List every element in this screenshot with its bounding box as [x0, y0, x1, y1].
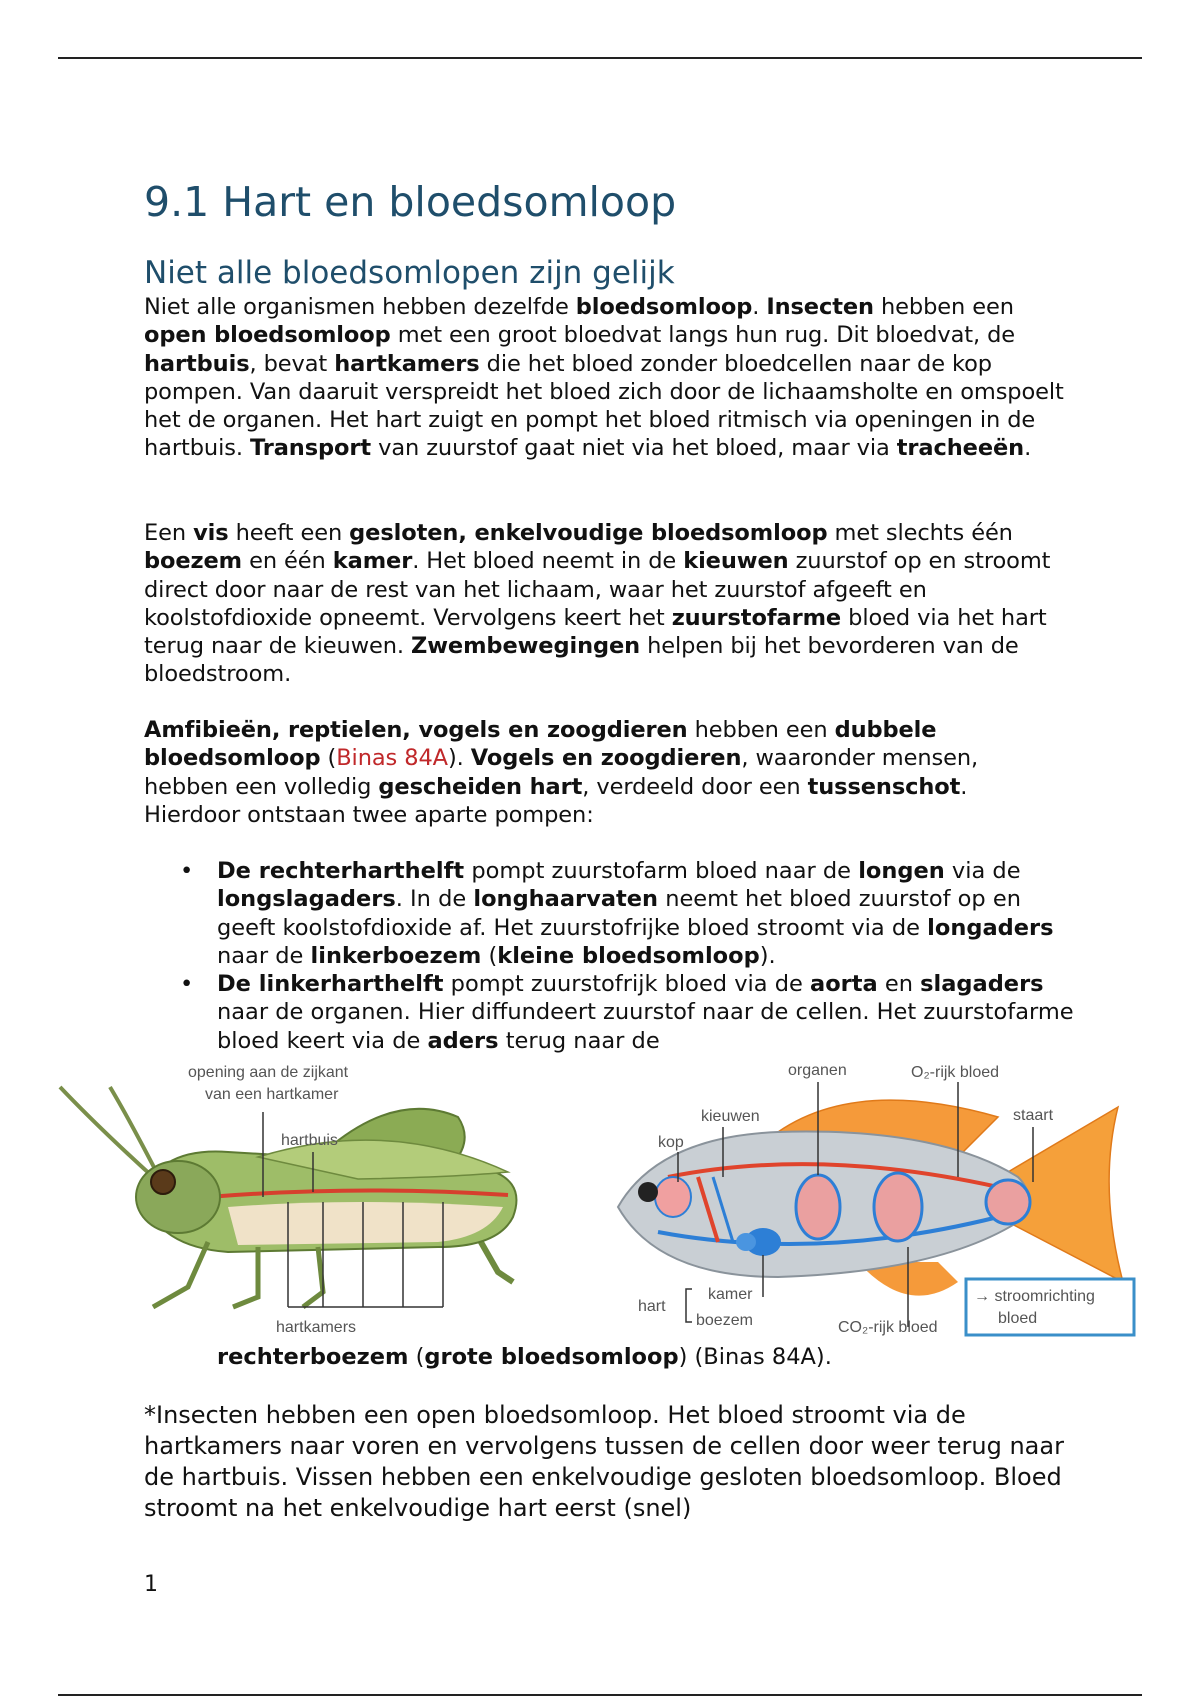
label-kop: kop: [658, 1134, 684, 1151]
summary-note: *Insecten hebben een open bloedsomloop. Het bloed stroomt via de hartkamers naar voren en vervolgens tussen de cellen door weer terug naar de hartbuis. Vissen hebben een enkelvoudige gesloten bloedsomloop. Bloed stroomt na het enkelvoudige hart eerst (snel): [144, 1401, 1064, 1522]
label-hart: hart: [638, 1298, 666, 1315]
list-item-left-heart-continuation: rechterboezem (grote bloedsomloop) (Binas 84A).: [217, 1344, 832, 1370]
label-hartkamers: hartkamers: [276, 1319, 357, 1336]
label-boezem: boezem: [696, 1312, 753, 1329]
binas-reference-link[interactable]: Binas 84A: [336, 745, 448, 772]
list-item-right-heart: • De rechterharthelft pompt zuurstofarm bloed naar de longen via de longslagaders. In de longhaarvaten neemt het bloed zuurstof op en geeft koolstofdioxide af. Het zuurstofrijke bloed stroomt via de longaders naar de linkerboezem (kleine bloedsomloop).: [144, 857, 1074, 970]
bottom-rule: [58, 1694, 1142, 1696]
page-title: 9.1 Hart en bloedsomloop: [144, 178, 677, 226]
top-rule: [58, 57, 1142, 59]
pump-list: [144, 857, 1074, 1055]
label-kamer: kamer: [708, 1286, 753, 1303]
label-opening: opening aan de zijkant: [188, 1064, 349, 1081]
label-staart: staart: [1013, 1107, 1054, 1124]
label-o2-rich: O₂-rijk bloed: [911, 1064, 1000, 1081]
label-hartbuis: hartbuis: [281, 1132, 338, 1149]
label-opening-2: van een hartkamer: [205, 1086, 339, 1103]
paragraph-fish: Een vis heeft een gesloten, enkelvoudige bloedsomloop met slechts één boezem en één kamer. Het bloed neemt in de kieuwen zuurstof op en stroomt direct door naar de rest van het lichaam, waar het zuurstof afgeeft en koolstofdioxide opneemt. Vervolgens keert het zuurstofarme bloed via het hart terug naar de kieuwen. Zwembewegingen helpen bij het bevorderen van de bloedstroom.: [144, 520, 1051, 688]
circulation-figure: [58, 1057, 1142, 1342]
grasshopper-illustration: [60, 1087, 516, 1307]
paragraph-double-circulation: Amfibieën, reptielen, vogels en zoogdieren hebben een dubbele bloedsomloop (Binas 84A). Vogels en zoogdieren, waaronder mensen, hebben een volledig gescheiden hart, verdeeld door een tussenschot. Hierdoor ontstaan twee aparte pompen:: [144, 717, 979, 828]
label-co2-rich: CO₂-rijk bloed: [838, 1319, 938, 1336]
section-heading: Niet alle bloedsomlopen zijn gelijk: [144, 255, 675, 291]
label-organen: organen: [788, 1062, 847, 1079]
paragraph-insects: Niet alle organismen hebben dezelfde bloedsomloop. Insecten hebben een open bloedsomloop met een groot bloedvat langs hun rug. Dit bloedvat, de hartbuis, bevat hartkamers die het bloed zonder bloedcellen naar de kop pompen. Van daaruit verspreidt het bloed zich door de lichaamsholte en omspoelt het de organen. Het hart zuigt en pompt het bloed ritmisch via openingen in de hartbuis. Transport van zuurstof gaat niet via het bloed, maar via tracheeën.: [144, 294, 1064, 462]
legend-line-2: bloed: [998, 1310, 1038, 1327]
legend-line-1: → stroomrichting: [974, 1288, 1095, 1305]
label-kieuwen: kieuwen: [701, 1108, 760, 1125]
page-number: 1: [144, 1572, 158, 1597]
figure-svg: [58, 1057, 1142, 1342]
list-item-left-heart: • De linkerharthelft pompt zuurstofrijk bloed via de aorta en slagaders naar de organen. Hier diffundeert zuurstof naar de cellen. Het zuurstofarme bloed keert via de aders terug naar de: [144, 970, 1074, 1055]
